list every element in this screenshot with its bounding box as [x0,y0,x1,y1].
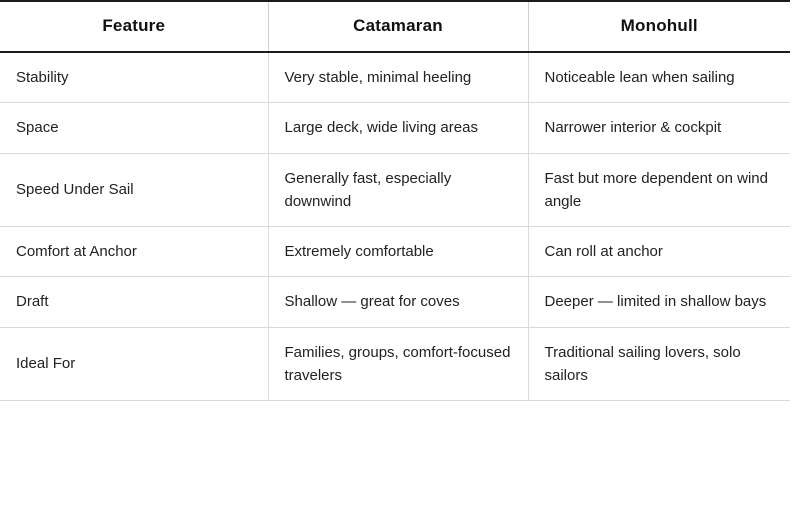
cell-monohull: Narrower interior & cockpit [528,103,790,153]
column-header-feature: Feature [0,1,268,52]
table-body [0,52,790,401]
table-row [0,327,790,401]
cell-monohull: Fast but more dependent on wind angle [528,153,790,227]
cell-catamaran: Families, groups, comfort-focused travelers [268,327,528,401]
table-header [0,1,790,52]
cell-feature: Comfort at Anchor [0,227,268,277]
cell-catamaran: Shallow — great for coves [268,277,528,327]
table-row [0,153,790,227]
column-header-catamaran: Catamaran [268,1,528,52]
cell-feature: Space [0,103,268,153]
cell-catamaran: Very stable, minimal heeling [268,52,528,103]
table-row [0,227,790,277]
cell-monohull: Traditional sailing lovers, solo sailors [528,327,790,401]
cell-feature: Draft [0,277,268,327]
cell-feature: Ideal For [0,327,268,401]
cell-monohull: Deeper — limited in shallow bays [528,277,790,327]
table-row [0,103,790,153]
table-header-row [0,1,790,52]
column-header-monohull: Monohull [528,1,790,52]
table-row [0,52,790,103]
cell-feature: Speed Under Sail [0,153,268,227]
table-row [0,277,790,327]
cell-monohull: Can roll at anchor [528,227,790,277]
cell-catamaran: Generally fast, especially downwind [268,153,528,227]
cell-monohull: Noticeable lean when sailing [528,52,790,103]
cell-feature: Stability [0,52,268,103]
cell-catamaran: Extremely comfortable [268,227,528,277]
cell-catamaran: Large deck, wide living areas [268,103,528,153]
